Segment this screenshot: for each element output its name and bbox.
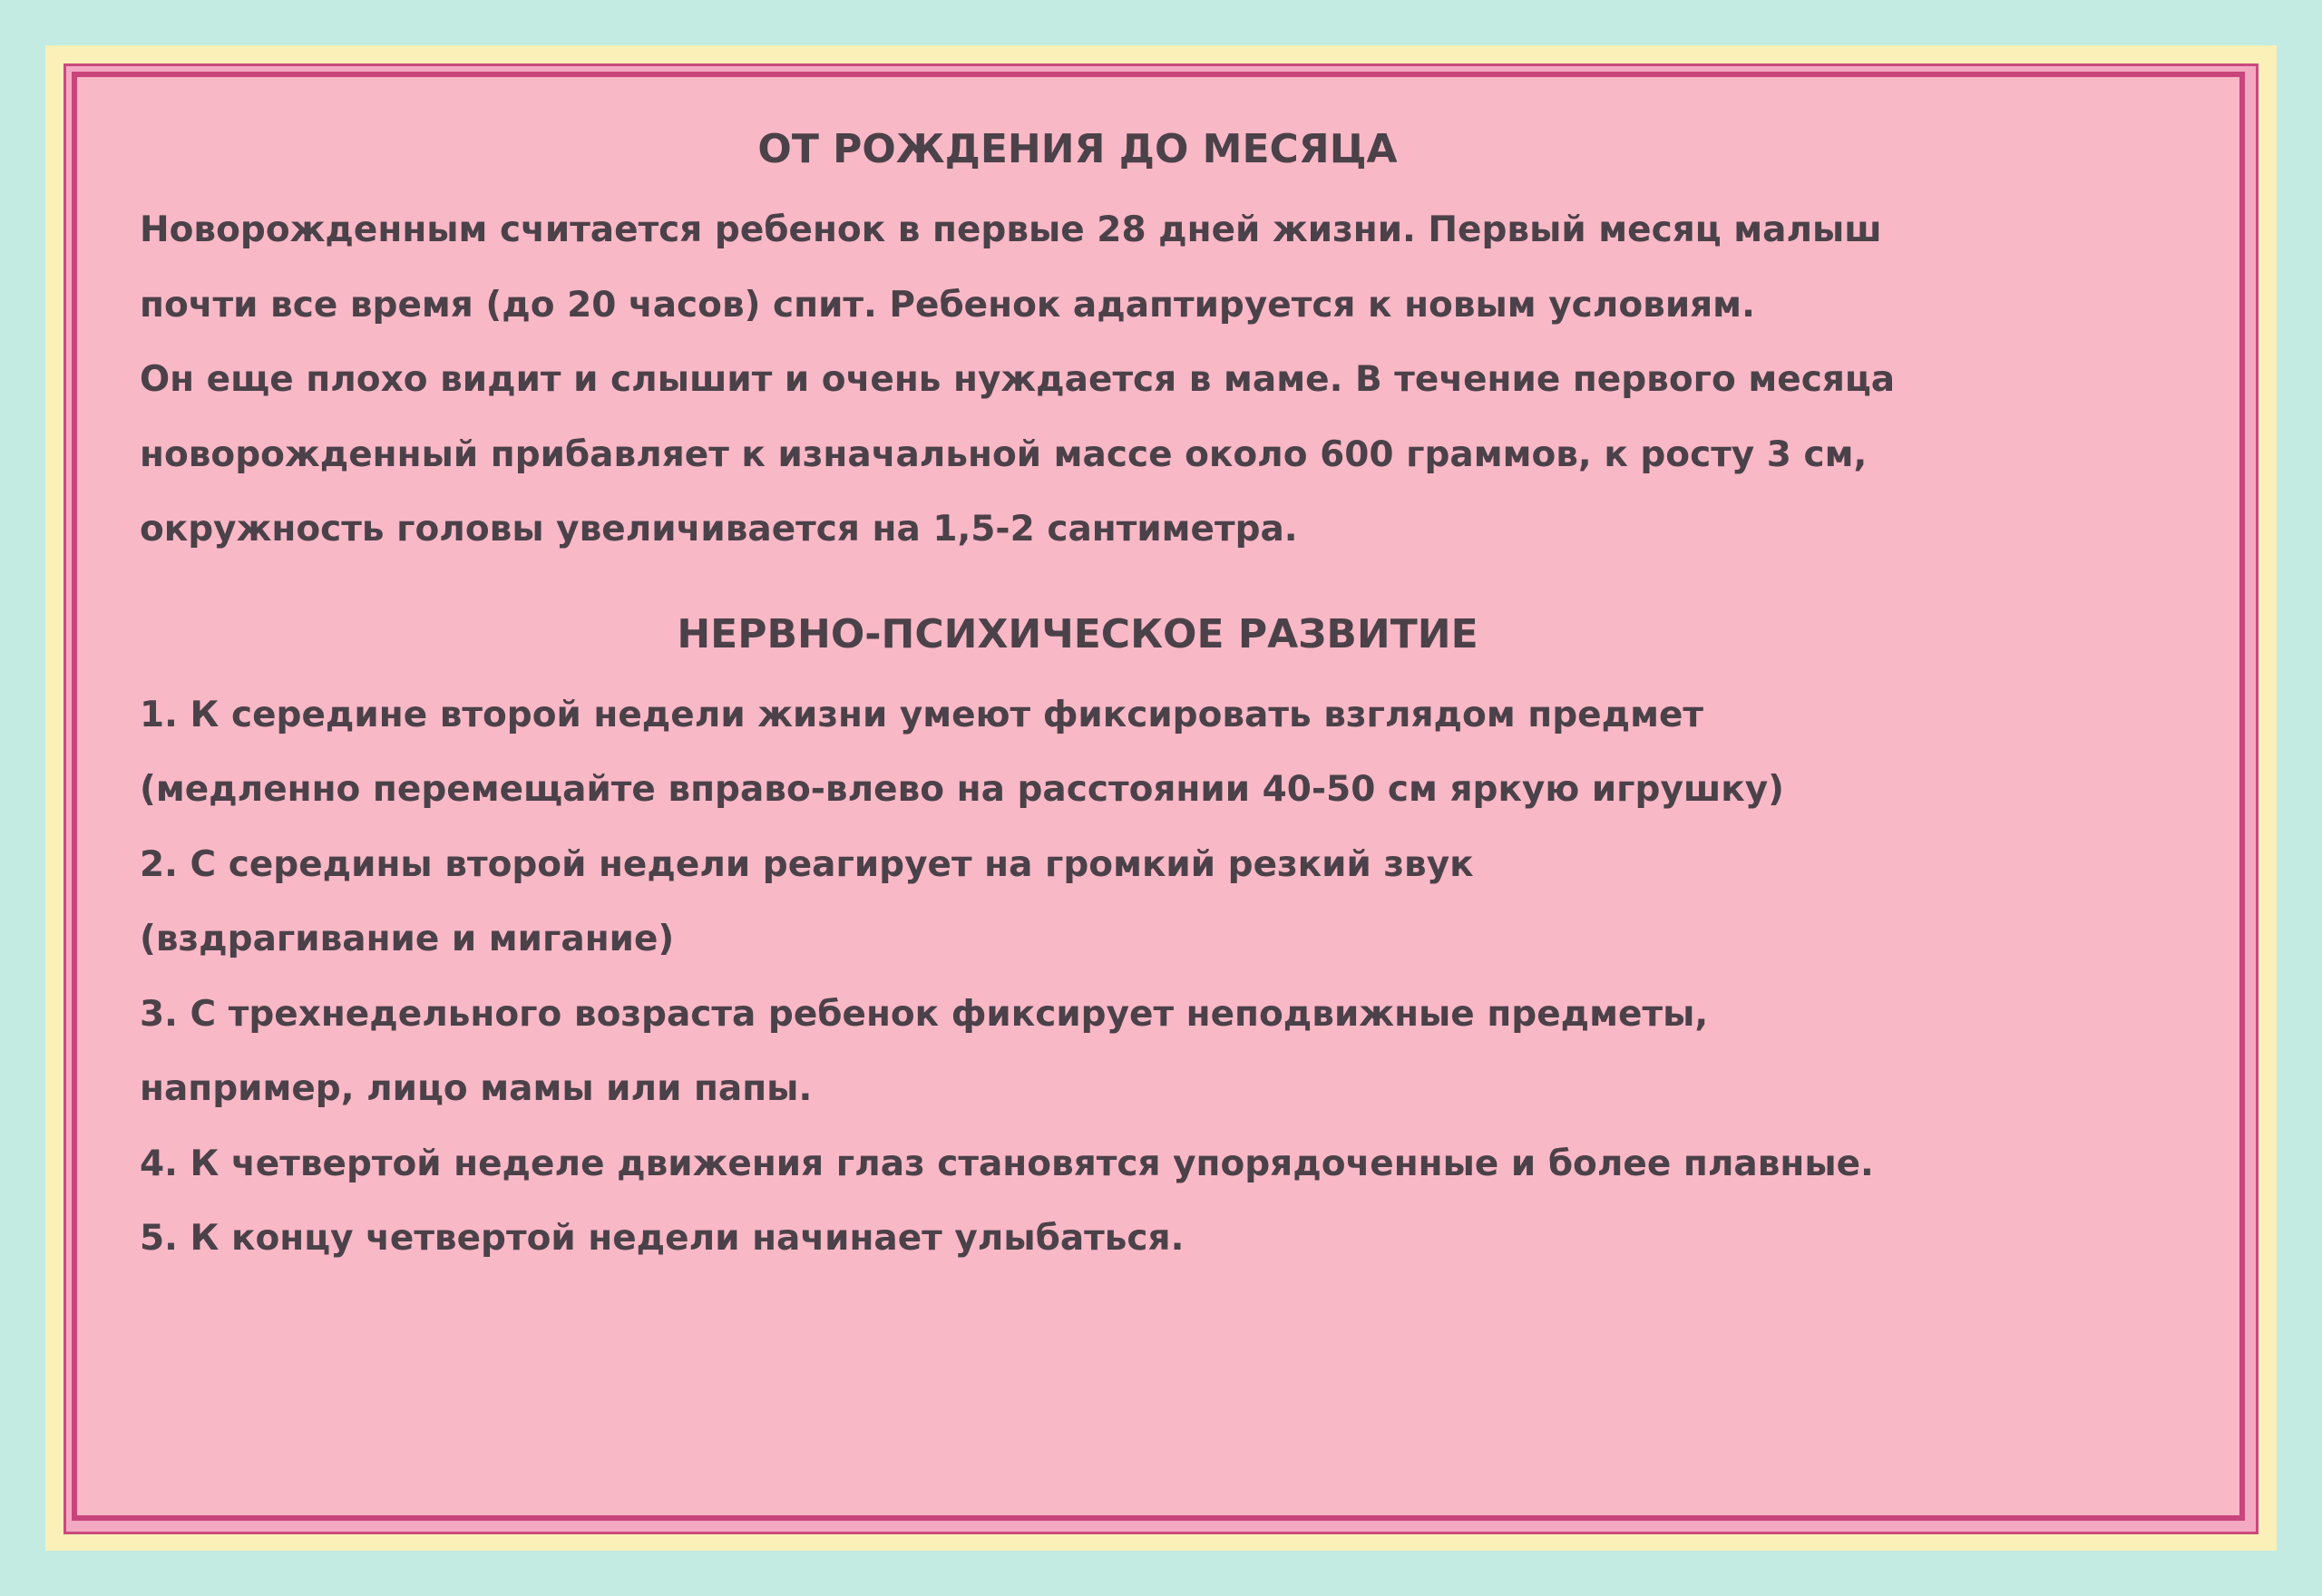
development-list [140, 678, 2135, 1277]
list-item: 5. К концу четвертой недели начинает улыбаться. [140, 1218, 1185, 1259]
list-item: 2. С середины второй недели реагирует на громкий резкий звук [140, 843, 1474, 885]
list-item: 1. К середине второй недели жизни умеют фиксировать взглядом предмет [140, 694, 1704, 735]
paragraph-line: Он еще плохо видит и слышит и очень нуждается в маме. В течение первого месяца [140, 359, 1896, 400]
section-title-birth-to-month: ОТ РОЖДЕНИЯ ДО МЕСЯЦА [757, 126, 1398, 172]
paragraph-line: Новорожденным считается ребенок в первые 28 дней жизни. Первый месяц малыш [140, 209, 1882, 250]
paragraph-line: почти все время (до 20 часов) спит. Ребенок адаптируется к новым условиям. [140, 284, 1755, 326]
list-item: (вздрагивание и мигание) [140, 919, 675, 959]
section-title-neuro-development: НЕРВНО-ПСИХИЧЕСКОЕ РАЗВИТИЕ [677, 610, 1478, 657]
section-paragraph-birth-to-month [140, 193, 2135, 568]
list-item: например, лицо мамы или папы. [140, 1068, 813, 1109]
paragraph-line: окружность головы увеличивается на 1,5-2 сантиметра. [140, 509, 1298, 550]
paragraph-line: новорожденный прибавляет к изначальной массе около 600 граммов, к росту 3 см, [140, 433, 1868, 475]
list-item: (медленно перемещайте вправо-влево на расстоянии 40-50 см яркую игрушку) [140, 769, 1785, 810]
panel-content [140, 122, 2135, 1277]
list-item: 3. С трехнедельного возраста ребенок фиксирует неподвижные предметы, [140, 993, 1709, 1035]
list-item: 4. К четвертой неделе движения глаз становятся упорядоченные и более плавные. [140, 1143, 1874, 1184]
